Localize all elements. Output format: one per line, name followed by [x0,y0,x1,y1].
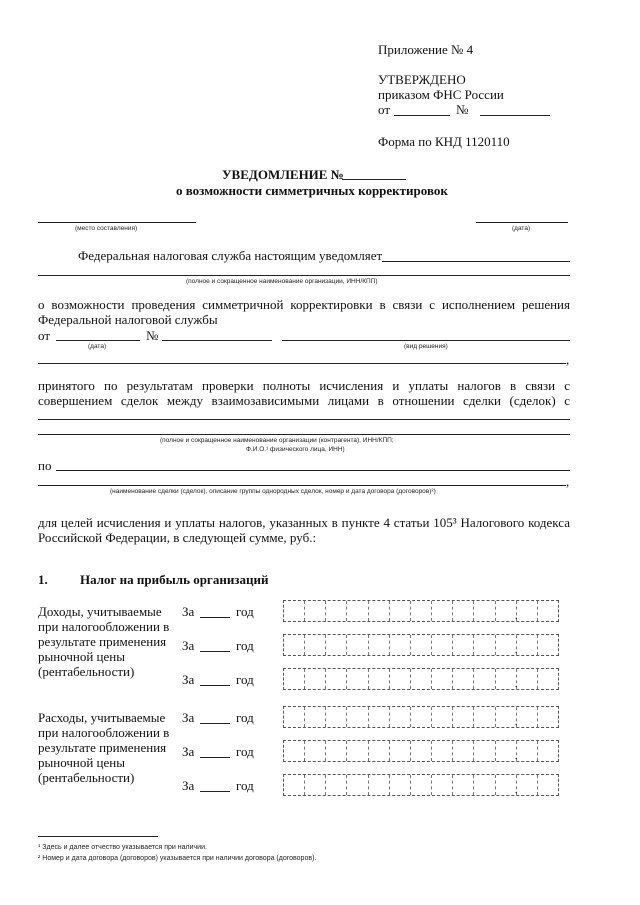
date-caption: (дата) [512,225,531,232]
footnote-separator [38,836,158,837]
decision-date-field[interactable] [56,340,140,341]
deal-by-label: по [38,458,52,473]
order-number-label: № [456,102,469,117]
counterparty-caption-2: Ф.И.О.¹ физического лица, ИНН) [246,446,345,453]
year-label: год [236,638,254,653]
year-field[interactable] [200,791,230,792]
footnote-1: ¹ Здесь и далее отчество указывается при наличии. [38,844,207,851]
income-label-2: при налогообложении в [38,619,170,634]
order-label: приказом ФНС России [378,87,504,102]
amount-cells[interactable] [283,774,559,796]
counterparty-caption-1: (полное и сокращенное наименование организации (контрагента), ИНН/КПП; [160,437,394,444]
decision-extra-field[interactable] [38,363,566,364]
expense-label-1: Расходы, учитываемые [38,710,166,725]
section-title: Налог на прибыль организаций [80,572,269,587]
counterparty-field-2[interactable] [38,434,570,435]
year-label: год [236,672,254,687]
paragraph-2-line-1: принятого по результатам проверки полноты исчисления и уплаты налогов в связи с [38,378,570,393]
za-label: За [182,672,195,687]
year-field[interactable] [200,685,230,686]
paragraph-3-line-2: Российской Федерации, в следующей сумме, руб.: [38,530,317,545]
footnote-2: ² Номер и дата договора (договоров) указывается при наличии договора (договоров). [38,855,317,862]
recipient-field[interactable] [382,261,570,262]
place-caption: (место составления) [75,225,138,232]
paragraph-2-line-2: совершением сделок между взаимозависимыми лицами в отношении сделки (сделок) с [38,393,570,408]
decision-number-label: № [146,328,159,343]
year-label: год [236,778,254,793]
order-from-label: от [378,102,391,117]
paragraph-1-line-1: о возможности проведения симметричной корректировки в связи с исполнением решения [38,297,570,312]
order-number-field[interactable] [480,115,550,116]
year-field[interactable] [200,617,230,618]
year-field[interactable] [200,651,230,652]
deal-field-1[interactable] [56,470,570,471]
income-label-1: Доходы, учитываемые [38,604,162,619]
notice-number-field[interactable] [342,179,406,180]
date-field[interactable] [476,222,568,223]
counterparty-field-1[interactable] [38,419,570,420]
decision-number-field[interactable] [162,340,272,341]
expense-label-3: результате применения [38,740,167,755]
income-label-3: результате применения [38,634,167,649]
year-field[interactable] [200,723,230,724]
comma-2: , [566,474,570,489]
amount-cells[interactable] [283,634,559,656]
fns-notifies-text: Федеральная налоговая служба настоящим уведомляет [78,248,383,263]
deal-caption: (наименование сделки (сделок), описание группы однородных сделок, номер и дата договора (договоров)²) [110,488,436,495]
za-label: За [182,638,195,653]
decision-date-caption: (дата) [88,343,107,350]
appendix-number: Приложение № 4 [378,42,474,57]
amount-cells[interactable] [283,706,559,728]
amount-cells[interactable] [283,668,559,690]
expense-label-4: рыночной цены [38,755,125,770]
recipient-field-2[interactable] [38,275,570,276]
notice-subtitle: о возможности симметричных корректировок [176,183,448,198]
year-label: год [236,604,254,619]
deal-field-2[interactable] [38,485,566,486]
amount-cells[interactable] [283,740,559,762]
order-date-field[interactable] [394,115,450,116]
form-code: Форма по КНД 1120110 [378,134,510,149]
comma-1: , [566,352,570,367]
expense-label-2: при налогообложении в [38,725,170,740]
org-caption: (полное и сокращенное наименование организации, ИНН/КПП) [186,278,378,285]
za-label: За [182,604,195,619]
income-label-5: (рентабельности) [38,664,135,679]
za-label: За [182,778,195,793]
za-label: За [182,710,195,725]
section-number: 1. [38,572,48,587]
income-label-4: рыночной цены [38,649,125,664]
expense-label-5: (рентабельности) [38,770,135,785]
approved-label: УТВЕРЖДЕНО [378,72,466,87]
decision-from-label: от [38,328,51,343]
paragraph-3-line-1: для целей исчисления и уплаты налогов, указанных в пункте 4 статьи 105³ Налогового кодекса [38,515,570,530]
paragraph-1-line-2: Федеральной налоговой службы [38,312,218,327]
amount-cells[interactable] [283,600,559,622]
place-field[interactable] [38,222,196,223]
year-label: год [236,710,254,725]
year-field[interactable] [200,757,230,758]
decision-type-field[interactable] [282,340,570,341]
decision-type-caption: (вид решения) [404,343,448,350]
za-label: За [182,744,195,759]
year-label: год [236,744,254,759]
notice-title: УВЕДОМЛЕНИЕ № [222,167,344,182]
